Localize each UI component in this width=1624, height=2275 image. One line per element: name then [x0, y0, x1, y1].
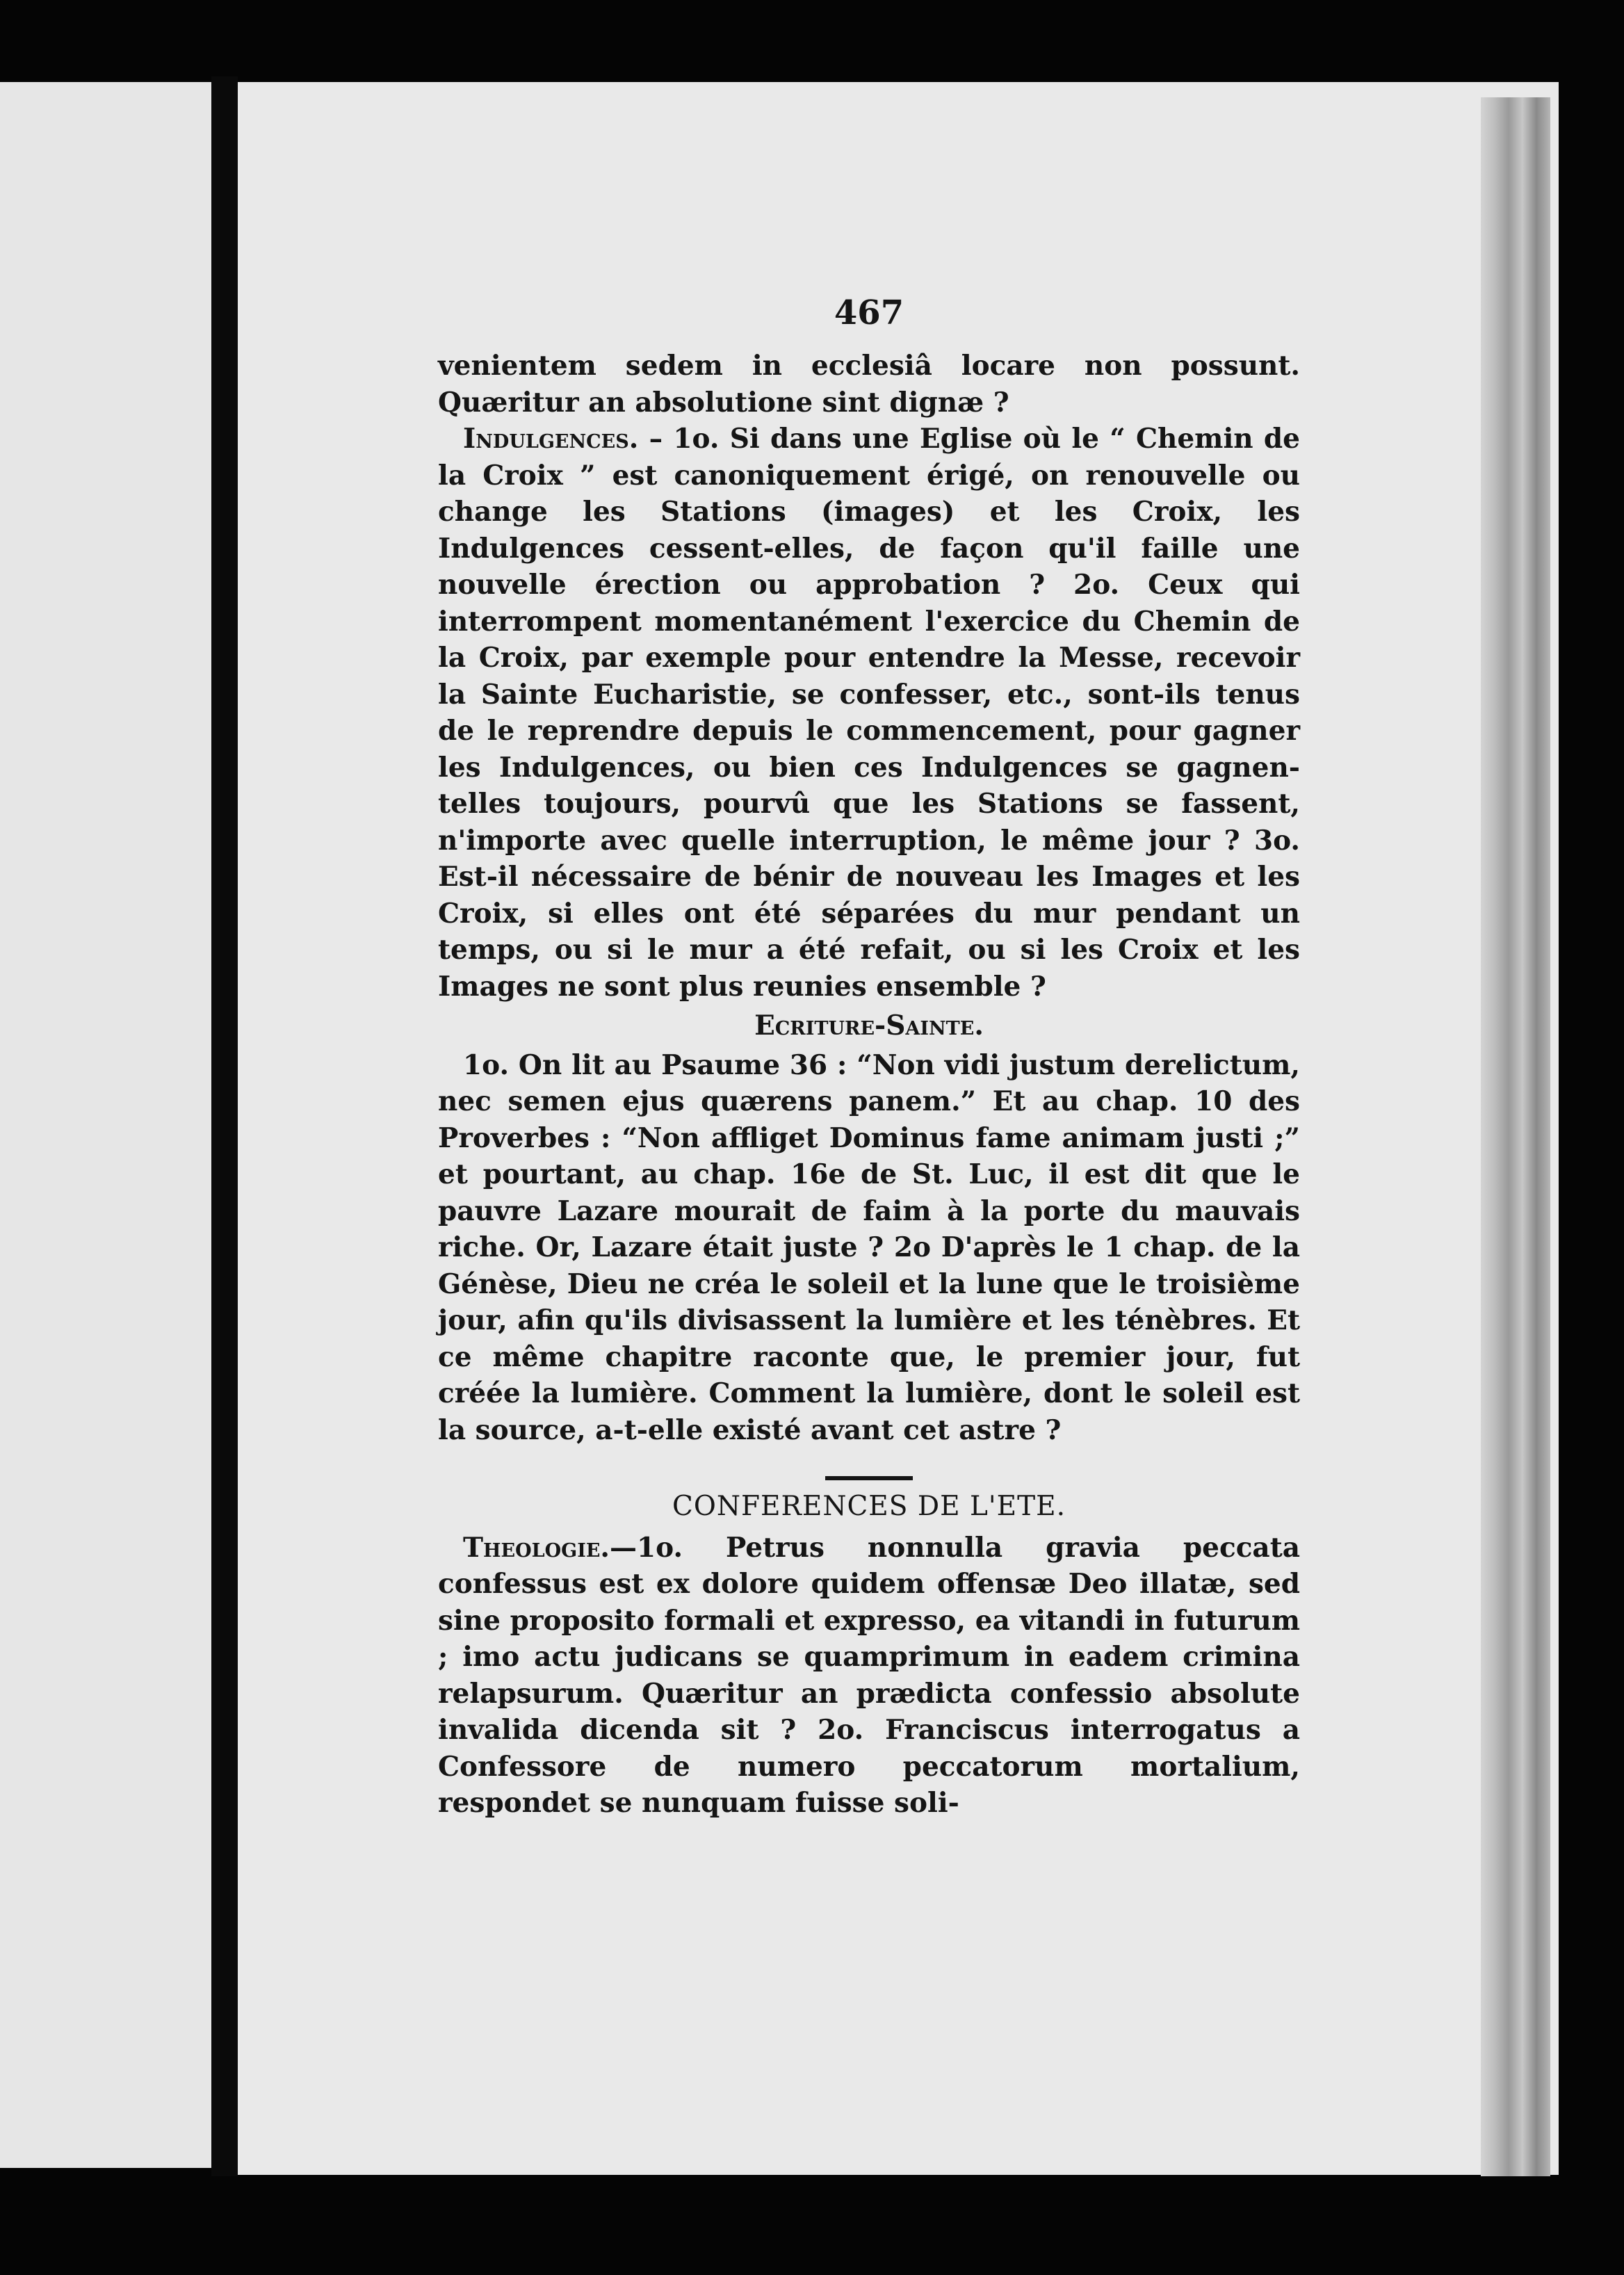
indulgences-text: – 1o. Si dans une Eglise où le “ Chemin de la Croix ” est canoniquement érigé, on renouvelle ou change les Stations (images) et les Croix, les Indulgences cessent-elles, de façon qu'il faille une nouvelle érection ou approbation ? 2o. Ceux qui interrompent momentanément l'exercice du Chemin de la Croix, par exemple pour entendre la Messe, recevoir la Sainte Eucharistie, se confesser, etc., sont-ils tenus de le reprendre depuis le commencement, pour gagner les Indulgences, ou bien ces Indulgences se gagnen-telles toujours, pourvû que les Stations se fassent, n'importe avec quelle interruption, le même jour ? 3o. Est-il nécessaire de bénir de nouveau les Images et les Croix, si elles ont été séparées du mur pendant un temps, ou si le mur a été refait, ou si les Croix et les Images ne sont plus reunies ensemble ? [438, 423, 1300, 1003]
theologie-paragraph [438, 1530, 1300, 1822]
facing-page [0, 82, 211, 2168]
page-text [438, 292, 1300, 1822]
theologie-heading: Theologie. [463, 1531, 610, 1564]
indulgences-heading: Indulgences. [463, 423, 639, 455]
page-edges [1481, 97, 1550, 2176]
conferences-title: CONFERENCES DE L'ETE. [672, 1491, 1066, 1522]
book-gutter [211, 76, 238, 2176]
ecriture-sainte-title: Ecriture-Sainte. [754, 1010, 984, 1042]
ecriture-paragraph: 1o. On lit au Psaume 36 : “Non vidi justum derelictum, nec semen ejus quærens panem.” Et au chap. 10 des Proverbes : “Non affliget Dominus fame animam justi ;” et pourtant, au chap. 16e de St. Luc, il est dit que le pauvre Lazare mourait de faim à la porte du mauvais riche. Or, Lazare était juste ? 2o D'après le 1 chap. de la Génèse, Dieu ne créa le soleil et la lune que le troisième jour, afin qu'ils divisassent la lumière et les ténèbres. Et ce même chapitre raconte que, le premier jour, fut créée la lumière. Comment la lumière, dont le soleil est la source, a-t-elle existé avant cet astre ? [438, 1049, 1300, 1446]
section-divider [825, 1476, 913, 1480]
page-number: 467 [834, 293, 904, 332]
intro-paragraph: venientem sedem in ecclesiâ locare non possunt. Quæritur an absolutione sint dignæ ? [438, 350, 1300, 419]
theologie-text: —1o. Petrus nonnulla gravia peccata confessus est ex dolore quidem offensæ Deo illatæ, sed sine proposito formali et expresso, ea vitandi in futurum ; imo actu judicans se quamprimum in eadem crimina relapsurum. Quæritur an prædicta confessio absolute invalida dicenda sit ? 2o. Franciscus interrogatus a Confessore de numero peccatorum mortalium, respondet se nunquam fuisse soli- [438, 1531, 1300, 1819]
indulgences-paragraph [438, 421, 1300, 1005]
